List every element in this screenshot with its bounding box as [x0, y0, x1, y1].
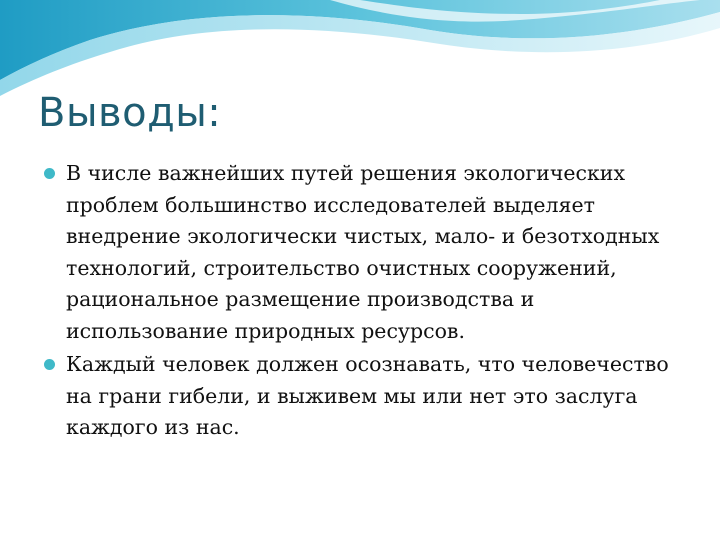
- bullet-text: Каждый человек должен осознавать, что человечество на грани гибели, и выживем мы или нет это заслуга каждого из нас.: [66, 352, 669, 439]
- bullet-item: [44, 158, 694, 347]
- bullet-dot-icon: [44, 168, 55, 179]
- bullet-item: [44, 349, 694, 444]
- bullet-text: В числе важнейших путей решения экологических проблем большинство исследователей выделяет внедрение экологически чистых, мало- и безотходных технологий, строительство очистных сооружений, рациональное размещение производства и использование природных ресурсов.: [66, 161, 660, 343]
- bullet-list: [44, 158, 694, 446]
- bullet-dot-icon: [44, 359, 55, 370]
- slide-title: Выводы:: [38, 90, 222, 136]
